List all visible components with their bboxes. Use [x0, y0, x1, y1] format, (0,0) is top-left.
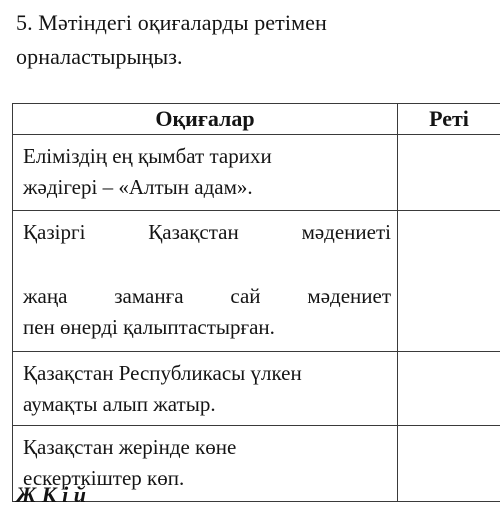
- table-header-row: [13, 104, 500, 135]
- task-title-line-2: орналастырыңыз.: [16, 40, 486, 74]
- order-cell[interactable]: [398, 211, 500, 352]
- header-events: Оқиғалар: [13, 104, 398, 135]
- order-cell[interactable]: [398, 135, 500, 211]
- event-text-line: ескерткіштер көп.: [23, 463, 397, 494]
- task-title-line-1: 5. Мәтіндегі оқиғаларды ретімен: [16, 6, 486, 40]
- header-order: Реті: [398, 104, 500, 135]
- event-text-line: жәдігері – «Алтын адам».: [23, 172, 397, 203]
- order-cell[interactable]: [398, 352, 500, 426]
- cut-off-next-line: Ж К і й: [16, 480, 86, 510]
- event-text-line: жаңа заманға сай мәдениет: [23, 281, 397, 312]
- event-text-line: Еліміздің ең қымбат тарихи: [23, 141, 397, 172]
- table-row: [13, 135, 500, 211]
- event-text-line: аумақты алып жатыр.: [23, 389, 397, 420]
- table-row: [13, 211, 500, 352]
- order-cell[interactable]: [398, 426, 500, 502]
- event-cell: [13, 352, 398, 426]
- event-cell: [13, 211, 398, 352]
- task-instruction: [16, 6, 486, 74]
- event-text-line: Қазақстан жерінде көне: [23, 432, 397, 463]
- event-text-line: Қазіргі Қазақстан мәдениеті: [23, 217, 397, 248]
- event-cell: [13, 135, 398, 211]
- event-text-line: Қазақстан Республикасы үлкен: [23, 358, 397, 389]
- events-order-table: [12, 103, 500, 502]
- table-row: [13, 352, 500, 426]
- event-text-line: пен өнерді қалыптастырған.: [23, 312, 397, 343]
